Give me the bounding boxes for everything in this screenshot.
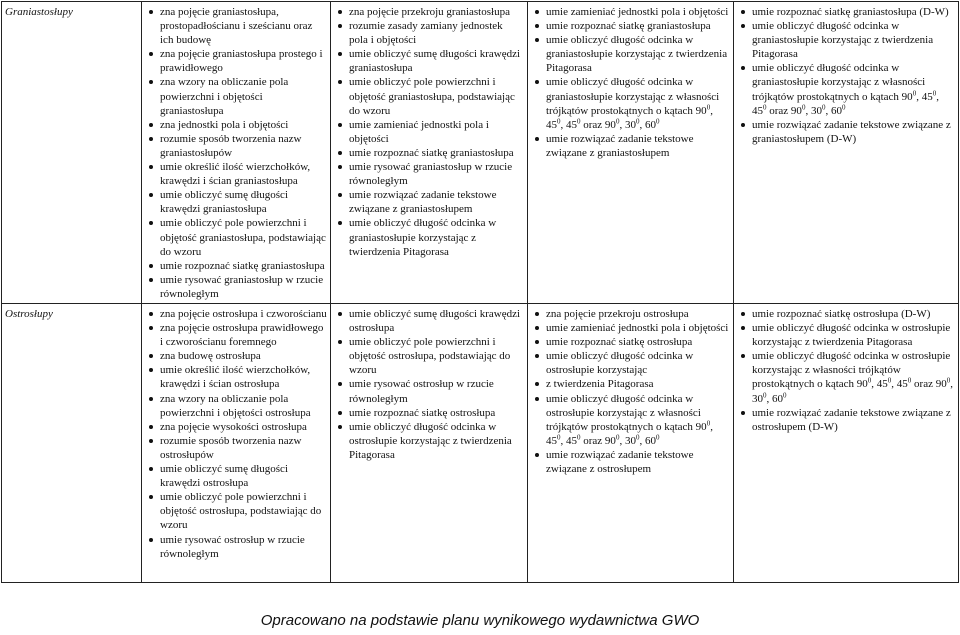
degree-superscript: 0 (887, 376, 892, 385)
table-row-graniastoslupy (2, 2, 959, 304)
topic-cell: Ostrosłupy (2, 304, 142, 583)
list-item: umie obliczyć pole powierzchni i objętość ostrosłupa, podstawiając do wzoru (334, 335, 524, 377)
degree-superscript: 0 (615, 433, 620, 442)
degree-superscript: 0 (912, 88, 917, 97)
list-item: umie obliczyć długość odcinka w graniastosłupie korzystając z twierdzenia Pitagorasa (531, 33, 730, 75)
requirements-list (531, 5, 730, 160)
list-item: zna budowę ostrosłupa (145, 349, 327, 363)
list-item: zna pojęcie ostrosłupa i czworościanu (145, 307, 327, 321)
degree-superscript: 0 (655, 433, 660, 442)
degree-superscript: 0 (635, 117, 640, 126)
requirements-cell-level-3 (528, 2, 734, 304)
list-item: umie rozpoznać siatkę ostrosłupa (334, 406, 524, 420)
list-item: rozumie zasady zamiany jednostek pola i objętości (334, 19, 524, 47)
list-item: umie określić ilość wierzchołków, krawędzi i ścian graniastosłupa (145, 160, 327, 188)
list-item: zna pojęcie przekroju graniastosłupa (334, 5, 524, 19)
list-item: umie rozwiązać zadanie tekstowe związane z graniastosłupem (531, 132, 730, 160)
list-item: umie rysować graniastosłup w rzucie równoległym (145, 273, 327, 301)
list-item: zna pojęcie przekroju ostrosłupa (531, 307, 730, 321)
requirements-list (737, 307, 955, 434)
list-item: rozumie sposób tworzenia nazw graniastosłupów (145, 132, 327, 160)
requirements-cell-level-1 (142, 304, 331, 583)
list-item: zna pojęcie graniastosłupa prostego i prawidłowego (145, 47, 327, 75)
degree-superscript: 0 (907, 376, 912, 385)
degree-superscript: 0 (557, 433, 561, 442)
list-item: umie rysować graniastosłup w rzucie równoległym (334, 160, 524, 188)
requirements-list (737, 5, 955, 146)
list-item: umie obliczyć długość odcinka w graniastosłupie korzystając z własności trójkątów prostokątnych o kątach $90^0$, $45^0$, $45^0$ oraz $90^0$, $30^0$, $60^0$ (531, 75, 730, 131)
requirements-cell-level-4 (734, 304, 959, 583)
list-item: umie rozwiązać zadanie tekstowe związane z ostrosłupem (D-W) (737, 406, 955, 434)
degree-superscript: 0 (821, 103, 826, 111)
list-item: zna pojęcie wysokości ostrosłupa (145, 420, 327, 434)
list-item: zna wzory na obliczanie pola powierzchni i objętości ostrosłupa (145, 392, 327, 420)
list-item: umie obliczyć długość odcinka w ostrosłupie korzystając z własności trójkątów prostokątnych o kątach $90^0$, $45^0$, $45^0$ oraz $90^0$, $30^0$, $60^0$ (531, 392, 730, 448)
requirements-cell-level-1 (142, 2, 331, 304)
requirements-cell-level-2 (331, 304, 528, 583)
list-item: rozumie sposób tworzenia nazw ostrosłupów (145, 434, 327, 462)
list-item: zna pojęcie ostrosłupa prawidłowego i czworościanu foremnego (145, 321, 327, 349)
list-item: umie obliczyć sumę długości krawędzi graniastosłupa (334, 47, 524, 75)
degree-superscript: 0 (763, 103, 767, 111)
list-item: umie rozwiązać zadanie tekstowe związane z ostrosłupem (531, 448, 730, 476)
list-item: umie obliczyć długość odcinka w ostrosłupie korzystając z własności trójkątów prostokątnych o kątach $90^0$, $45^0$, $45^0$ oraz $90^0$, $30^0$, $60^0$ (737, 349, 955, 405)
requirements-cell-level-3 (528, 304, 734, 583)
footer-note: Opracowano na podstawie planu wynikowego wydawnictwa GWO (260, 612, 700, 629)
list-item: umie rozpoznać siatkę graniastosłupa (334, 146, 524, 160)
requirements-cell-level-4 (734, 2, 959, 304)
list-item: umie rozpoznać siatkę graniastosłupa (145, 259, 327, 273)
requirements-table (1, 1, 959, 583)
list-item: umie obliczyć pole powierzchni i objętość ostrosłupa, podstawiając do wzoru (145, 490, 327, 532)
list-item: umie obliczyć długość odcinka w ostrosłupie korzystając z twierdzenia Pitagorasa (334, 420, 524, 462)
list-item: umie określić ilość wierzchołków, krawędzi i ścian ostrosłupa (145, 363, 327, 391)
list-item: umie rozwiązać zadanie tekstowe związane z graniastosłupem (334, 188, 524, 216)
list-item: umie rozwiązać zadanie tekstowe związane z graniastosłupem (D-W) (737, 118, 955, 146)
list-item: umie rysować ostrosłup w rzucie równoległym (145, 533, 327, 561)
degree-superscript: 0 (706, 103, 711, 111)
list-item: zna pojęcie graniastosłupa, prostopadłościanu i sześcianu oraz ich budowę (145, 5, 327, 47)
topic-cell: Graniastosłupy (2, 2, 142, 304)
degree-superscript: 0 (557, 117, 561, 126)
list-item: umie rozpoznać siatkę ostrosłupa (D-W) (737, 307, 955, 321)
requirements-list (334, 307, 524, 462)
list-item: umie obliczyć sumę długości krawędzi ostrosłupa (145, 462, 327, 490)
degree-superscript: 0 (577, 117, 581, 126)
degree-superscript: 0 (763, 390, 767, 399)
requirements-list (145, 307, 327, 561)
degree-superscript: 0 (932, 88, 937, 97)
requirements-list (145, 5, 327, 301)
list-item: umie zamieniać jednostki pola i objętości (334, 118, 524, 146)
requirements-list (334, 5, 524, 259)
degree-superscript: 0 (783, 390, 787, 399)
degree-superscript: 0 (655, 117, 660, 126)
list-item: umie obliczyć pole powierzchni i objętość graniastosłupa, podstawiając do wzoru (334, 75, 524, 117)
degree-superscript: 0 (615, 117, 620, 126)
list-item: umie zamieniać jednostki pola i objętości (531, 321, 730, 335)
list-item: zna wzory na obliczanie pola powierzchni i objętości graniastosłupa (145, 75, 327, 117)
list-item: umie rozpoznać siatkę graniastosłupa (531, 19, 730, 33)
list-item: umie rozpoznać siatkę ostrosłupa (531, 335, 730, 349)
degree-superscript: 0 (577, 433, 581, 442)
list-item: umie obliczyć długość odcinka w ostrosłupie korzystając z twierdzenia Pitagorasa (737, 321, 955, 349)
degree-superscript: 0 (801, 103, 806, 111)
degree-superscript: 0 (635, 433, 640, 442)
list-item: umie obliczyć długość odcinka w ostrosłupie korzystając (531, 349, 730, 377)
requirements-list (531, 307, 730, 476)
list-item: umie obliczyć długość odcinka w graniastosłupie korzystając z twierdzenia Pitagorasa (737, 19, 955, 61)
list-item: umie obliczyć sumę długości krawędzi graniastosłupa (145, 188, 327, 216)
list-item: umie obliczyć długość odcinka w graniastosłupie korzystając z własności trójkątów prostokątnych o kątach $90^0$, $45^0$, $45^0$ oraz $90^0$, $30^0$, $60^0$ (737, 61, 955, 117)
table-row-ostroslupy (2, 304, 959, 583)
list-item: umie obliczyć pole powierzchni i objętość graniastosłupa, podstawiając do wzoru (145, 216, 327, 258)
requirements-cell-level-2 (331, 2, 528, 304)
degree-superscript: 0 (946, 376, 951, 385)
list-item: umie obliczyć sumę długości krawędzi ostrosłupa (334, 307, 524, 335)
list-item: zna jednostki pola i objętości (145, 118, 327, 132)
degree-superscript: 0 (867, 376, 872, 385)
degree-superscript: 0 (706, 419, 711, 428)
list-item: z twierdzenia Pitagorasa (531, 377, 730, 391)
degree-superscript: 0 (841, 103, 846, 111)
list-item: umie obliczyć długość odcinka w graniastosłupie korzystając z twierdzenia Pitagorasa (334, 216, 524, 258)
list-item: umie zamieniać jednostki pola i objętości (531, 5, 730, 19)
list-item: umie rysować ostrosłup w rzucie równoległym (334, 377, 524, 405)
list-item: umie rozpoznać siatkę graniastosłupa (D-W) (737, 5, 955, 19)
